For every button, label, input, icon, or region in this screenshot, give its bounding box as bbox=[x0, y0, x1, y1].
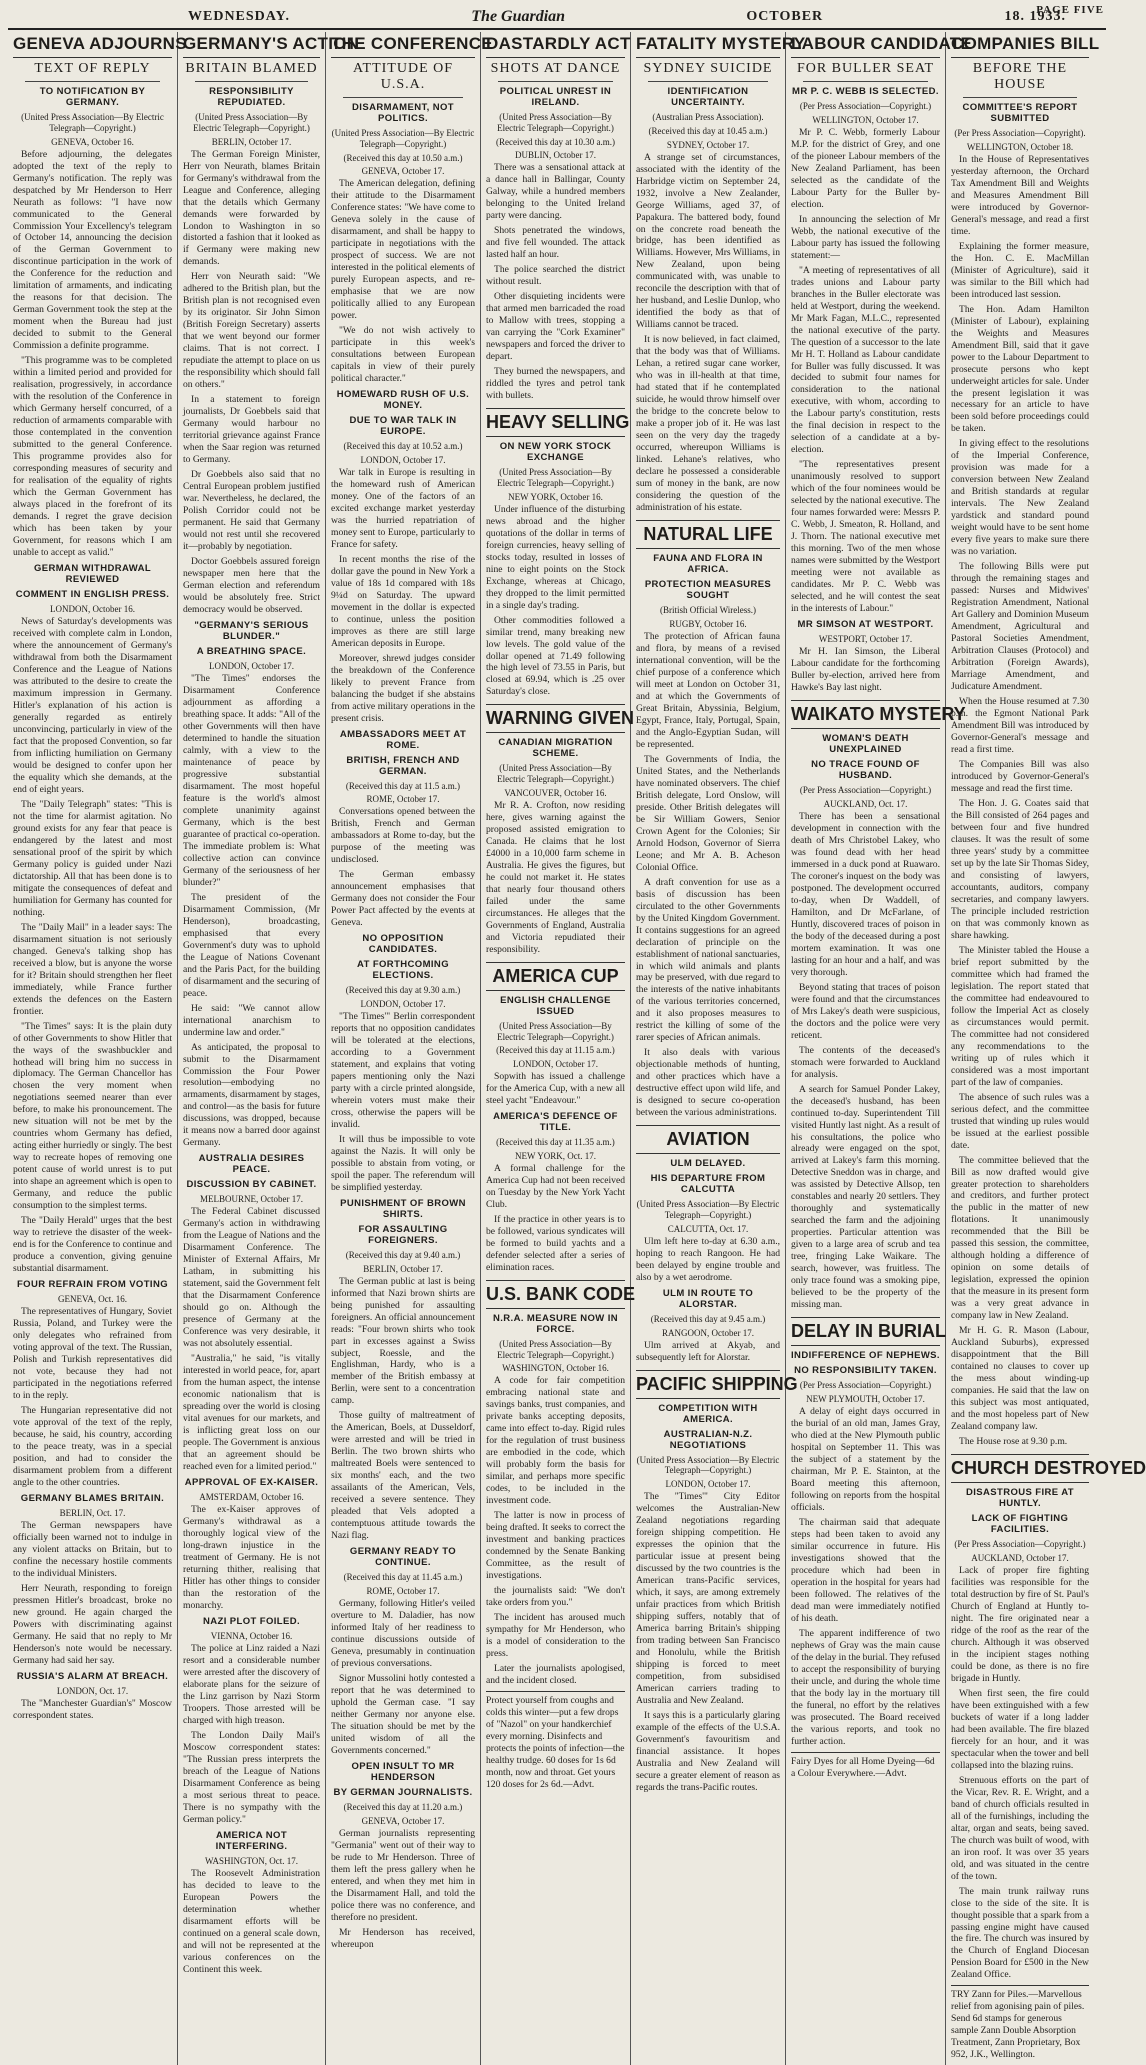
paragraph: Other commodities followed a similar trend, many breaking new low levels. The gold value of the dollar opened at 71.49 following the high level of 73.55 in Paris, but closed at 69.94, which is .25 over Saturday's close. bbox=[486, 614, 625, 698]
section-subheading: N.R.A. MEASURE NOW IN FORCE. bbox=[492, 1312, 619, 1335]
paragraph: Herr Neurath, responding to foreign pressmen Hitler's broadcast, broke no new ground. He again charged the Powers with discriminating against Germany. He said that no reply to Mr Henderson's note would be necessary. Germany had said her say. bbox=[13, 1582, 172, 1666]
dateline: LONDON, Oct. 17. bbox=[56, 1685, 129, 1696]
paragraph: The House rose at 9.30 p.m. bbox=[959, 1436, 1068, 1448]
paragraph: There was a sensational attack at a dance hall in Ballingar, County Galway, while a hundred members belonging to the United Ireland party were dancing. bbox=[486, 162, 625, 222]
dateline: BERLIN, October 17. bbox=[363, 1263, 443, 1274]
section-heading: HOMEWARD RUSH OF U.S. MONEY. bbox=[336, 389, 470, 412]
paragraph: the journalists said: "We don't take orders from you." bbox=[486, 1585, 625, 1609]
subheadline: ATTITUDE OF U.S.A. bbox=[352, 61, 454, 92]
masthead-paper-title: The Guardian bbox=[471, 8, 566, 25]
section-heading: APPROVAL OF EX-KAISER. bbox=[184, 1477, 319, 1489]
divider bbox=[803, 81, 928, 82]
credit-line: (United Press Association—By Electric Telegraph—Copyright.) bbox=[21, 112, 164, 133]
section-heading: FOUR REFRAIN FROM VOTING bbox=[16, 1279, 169, 1291]
headline: THE CONFERENCE bbox=[331, 34, 475, 58]
paragraph: The latter is now in process of being drafted. It seeks to correct the investment and banking practices condemned by the Senate Banking Committee, as the result of investigations. bbox=[486, 1510, 625, 1582]
paragraph: Doctor Goebbels assured foreign newspaper men here that the German election and referendum would be absolutely free. Strict democracy would be observed. bbox=[183, 556, 320, 616]
paragraph: The German newspapers have officially been warned not to indulge in any violent attacks on Britain, but to confine the necessary hostile comments to the individual Ministers. bbox=[13, 1519, 172, 1579]
dateline: AMSTERDAM, October 16. bbox=[199, 1492, 304, 1503]
paragraph: News of Saturday's developments was received with complete calm in London, where the announcement of Germany's withdrawal from both the Disarmament Conference and the League of Nations was attributed to the desire to create the maximum impression in Germany. Hitler's explanation of his action is generally regarded as entirely unconvincing, particularly in view of the fact that the proposed Convention, so far from inflicting humiliation on Germany would be designed to confer upon her the equality which she demands, at the end of eight years. bbox=[13, 616, 172, 795]
dateline: GENEVA, October 17. bbox=[361, 1815, 445, 1826]
paragraph: "The Times" says: It is the plain duty of other Governments to show Hitler that the ways of the swashbuckler and hothead will bring him no success in diplomacy. The German Chancellor has chosen the very moment when negotiations seemed nearer than ever before, to make his pronouncement. The new situation will not be met by the countries whom Germany has defied, acting either hurriedly or singly. The best way to recreate hopes of removing one potent cause of world unrest is to put into shape an agreement which is open to Germany, and reduce the public consumption to the simplest terms. bbox=[13, 1020, 172, 1212]
section-heading: "GERMANY'S SERIOUS BLUNDER." bbox=[194, 620, 309, 642]
kicker: IDENTIFICATION UNCERTAINTY. bbox=[667, 86, 749, 108]
dateline: BERLIN, Oct. 17. bbox=[59, 1507, 126, 1518]
paragraph: The Hungarian representative did not vote approval of the text of the reply, because, he said, his country, according to the peace treaty, was in a special position, and had to consider the disarmament problem from a different angle to the other countries. bbox=[13, 1405, 172, 1488]
paragraph: The German embassy announcement emphasises that Germany does not consider the Four Power Pact affected by the events at Geneva. bbox=[331, 869, 475, 929]
headline: DASTARDLY ACT bbox=[486, 34, 625, 58]
paragraph: The chairman said that adequate steps had been taken to avoid any similar occurrence in future. His investigations showed that the procedure which had been in operation in the hospital for years had been followed. The relatives of the dead man were immediately notified of his death. bbox=[791, 1516, 940, 1624]
divider bbox=[25, 81, 160, 82]
paragraph: War talk in Europe is resulting in the homeward rush of American money. One of the factors of an excited exchange market yesterday was the hurried repatriation of money sent to Europe, particularly to France for safety. bbox=[331, 466, 475, 550]
column-germanys-action bbox=[178, 32, 360, 2065]
advertisement: Protect yourself from coughs and colds this winter—put a few drops of "Nazol" on your handkerchief every morning. Disinfects and protects the points of infection—the healthy trudge. 60 doses for 1s 6d month, now and throat. Get yours 120 doses for 2s 6d.—Advt. bbox=[486, 1691, 625, 1791]
paragraph: The police searched the district without result. bbox=[486, 264, 625, 288]
paragraph: In announcing the selection of Mr Webb, the national executive of the Labour party has issued the following statement:— bbox=[791, 213, 940, 261]
section-subheading: AT FORTHCOMING ELECTIONS. bbox=[357, 959, 449, 982]
section-headline: CHURCH DESTROYED bbox=[951, 1454, 1089, 1483]
paragraph: "This programme was to be completed within a limited period and provided for realisation, progressively, in accordance with the resolution of the Conference in which Germany herself concurred, of a reduction of armaments comparable with those contemplated in the convention submitted to the general Conference. This programme provides also for corresponding measures of security and for realisation of the equality of rights which the German Government has always placed in the forefront of its demands. I regret the grave decision which has been taken by your Government, for reasons which I am unable to accept as valid." bbox=[13, 355, 172, 559]
section-subheading: DUE TO WAR TALK IN EUROPE. bbox=[349, 415, 457, 438]
paragraph: Shots penetrated the windows, and five fell wounded. The attack lasted half an hour. bbox=[486, 225, 625, 261]
dateline: DUBLIN, October 17. bbox=[515, 150, 596, 161]
section-subheading: COMMENT IN ENGLISH PRESS. bbox=[15, 589, 170, 601]
divider bbox=[343, 97, 463, 98]
column-companies-bill bbox=[946, 32, 1146, 2065]
divider bbox=[498, 81, 613, 82]
section-headline: NATURAL LIFE bbox=[636, 520, 780, 549]
kicker: MR P. C. WEBB IS SELECTED. bbox=[792, 86, 939, 97]
paragraph: The Companies Bill was also introduced by Governor-General's message and read the first time. bbox=[951, 759, 1089, 794]
section-heading: GERMAN WITHDRAWAL REVIEWED bbox=[33, 563, 152, 586]
masthead bbox=[8, 6, 1106, 30]
paragraph: The following Bills were put through the remaining stages and passed: Nurses and Midwives' Registration Amendment, National Art Gallery and Dominion Museum Amendment, Agricultural and Pastoral Societies Amendment, Arbitration Clauses (Protocol) and Arbitration (Foreign Awards), Marriage Amendment, and Judicature Amendment. bbox=[951, 561, 1089, 693]
dateline: LONDON, October 17. bbox=[513, 1059, 598, 1070]
section-heading: MR SIMSON AT WESTPORT. bbox=[797, 619, 934, 631]
paragraph: The "Daily Telegraph" states: "This is not the time for alarmist agitation. No ground exists for any fear that peace is endangered by the latest and most sensational proof of the spirit by which Germany policy is guided under Nazi dictatorship. All that has been done is to mitigate the consequences of defeat and humiliation for Germany has counted for nothing. bbox=[13, 798, 172, 918]
paragraph: The main trunk railway runs close to the side of the site. It is thought possible that a spark from a passing engine might have caused the fire. The church was insured by the Church of England Diocesan Pension Board for £500 in the New Zealand Office. bbox=[951, 1885, 1089, 1981]
paragraph: A strange set of circumstances, associated with the identity of the Harbridge victim on September 24, 1932, involve a New Zealander, George Williams, aged 37, of Papakura. The battered body, found on the concrete road beneath the bridge, has been identified as Williams. However, Mrs Williams, in New Zealand, upon being communicated with, was unable to reconcile the description with that of her husband, and Leslie Dunlop, who identified the body as that of Williams cannot be traced. bbox=[636, 151, 780, 331]
advertisement: TRY Zann for Piles.—Marvellous relief from agonising pain of piles. Send 6d stamps for generous sample Zann Double Absorption Treatment, Zann Proprietary, Box 952, J.K., Wellington. bbox=[951, 1985, 1089, 2061]
paragraph: The committee believed that the Bill as now drafted would give greater protection to shareholders and creditors, and further protect the public in the matter of new flotations. It unanimously recommended that the Bill be passed this session, the committee, although holding a difference of opinion on some details of legislation, expressed the opinion that the measure in its present form was a very great advance in company law in New Zealand. bbox=[951, 1154, 1089, 1322]
kicker: DISARMAMENT, NOT POLITICS. bbox=[352, 102, 454, 124]
paragraph: German journalists representing "Germania" went out of their way to be rude to Mr Henderson. Three of them left the press gallery when he entered, and when they met him in the Disarmament Hall, and told the police there was no conference, and therefore no president. bbox=[331, 1827, 475, 1923]
masthead-day: WEDNESDAY. bbox=[188, 9, 290, 24]
masthead-date: 18. 1933. bbox=[1004, 9, 1066, 24]
paragraph: Later the journalists apologised, and the incident closed. bbox=[486, 1663, 625, 1687]
dateline: AUCKLAND, Oct. 17. bbox=[823, 798, 908, 809]
paragraph: "We do not wish actively to participate in this week's consultations between European capitals in view of their purely political character." bbox=[331, 325, 475, 385]
paragraph: The Governments of India, the United States, and the Netherlands have nominated observers. The chief British delegate, Lord Onslow, will preside. Other British delegates will be Sir William Gowers, Senior Crown Agent for the Colonies; Sir Arnold Hodson, Governor of Sierra Leone; and Mr A. B. Acheson Colonial Office. bbox=[636, 753, 780, 873]
kicker: COMMITTEE'S REPORT SUBMITTED bbox=[962, 102, 1078, 124]
section-subheading: AUSTRALIAN-N.Z. NEGOTIATIONS bbox=[663, 1428, 753, 1451]
dateline: LONDON, October 17. bbox=[209, 661, 294, 671]
paragraph: Other disquieting incidents were that armed men barricaded the road to Mallow with trees, stopping a van carrying the "Cork Examiner" newspapers and forced the driver to depart. bbox=[486, 291, 625, 363]
section-subheading: INDIFFERENCE OF NEPHEWS. bbox=[791, 1350, 940, 1362]
headline: FATALITY MYSTERY bbox=[636, 34, 780, 58]
paragraph: The president of the Disarmament Commission, (Mr Henderson), broadcasting, emphasised that every Government's duty was to uphold the League of Nations Covenant and the Paris Pact, for the building of disarmament and the securing of peace. bbox=[183, 891, 320, 999]
paragraph: The contents of the deceased's stomach were forwarded to Auckland for analysis. bbox=[791, 1044, 940, 1080]
section-subheading: LACK OF FIGHTING FACILITIES. bbox=[971, 1513, 1069, 1536]
section-heading: AUSTRALIA DESIRES PEACE. bbox=[198, 1153, 305, 1176]
paragraph: The American delegation, defining their attitude to the Disarmament Conference states: "We have come to Geneva solely in the cause of disarmament, and shall be happy to participate in negotiations with the prospect of success. We are not interested in the political elements of purely European aspects, and re-emphasise that we are now politically allied to any European power. bbox=[331, 178, 475, 322]
paragraph: The absence of such rules was a serious defect, and the committee trusted that winding up rules would be issued at the earliest possible date. bbox=[951, 1091, 1089, 1151]
section-heading: GERMANY BLAMES BRITAIN. bbox=[20, 1492, 165, 1504]
paragraph: Moreover, shrewd judges consider the breakdown of the Conference likely to prevent France from balancing the budget if she abstains from active military operations in the present crisis. bbox=[331, 652, 475, 724]
paragraph: In recent months the rise of the dollar gave the pound in New York a value of 18s 1d compared with 18s 9¼d on Saturday. The upward movement in the dollar is expected to continue, unless the position improves as there are still large American deposits in Europe. bbox=[331, 553, 475, 649]
dateline: NEW PLYMOUTH, October 17. bbox=[806, 1394, 925, 1405]
paragraph: The police at Linz raided a Nazi resort and a considerable number were arrested after the discovery of elaborate plans for the seizure of the Linz garrison by Nazi Storm Troopers. Those arrested will be charged with high treason. bbox=[183, 1642, 320, 1726]
paragraph: The German Foreign Minister, Herr von Neurath, blames Britain for Germany's withdrawal from the League and Conference, alleging that the details which Germany demands were forwarded by London to Washington in so distorted a fashion that it looked as if Germany were making new demands. bbox=[183, 148, 320, 268]
received-line: (Received this day at 9.45 a.m.) bbox=[650, 1313, 766, 1324]
paragraph: The "Times'" City Editor welcomes the Australian-New Zealand negotiations regarding foreign shipping competition. He expresses the opinion that the particular issue at present being discussed by the two countries is the American trans-Pacific services, which, it says, are among extremely unfair practices from which British shipping suffers, notably that of America barring Britain's shipping from trading between San Francisco and Honolulu, while the British shipping is forced to meet competition, from subsidised American carriers trading to Australia and New Zealand. bbox=[636, 1491, 780, 1706]
paragraph: When the House resumed at 7.30 p.m. the Egmont National Park Amendment Bill was introduced by Governor-General's message and read a first time. bbox=[951, 696, 1089, 756]
dateline: LONDON, October 16. bbox=[50, 604, 135, 615]
subheadline: BRITAIN BLAMED bbox=[185, 61, 318, 76]
paragraph: In giving effect to the resolutions of the Imperial Conference, provision was made for a conversion between New Zealand and British standards at regular intervals. The New Zealand yardstick and standard pound weight would have to be sent home every five years to make sure there was no variation. bbox=[951, 438, 1089, 558]
section-subheading: WOMAN'S DEATH UNEXPLAINED bbox=[822, 733, 909, 756]
paragraph: Under influence of the disturbing news abroad and the higher quotations of the dollar in terms of foreign currencies, heavy selling of stocks today, resulted in losses of nine to eight points on the Stock Exchange, whereas at Chicago, they dropped to the limit permitted in a single day's trading. bbox=[486, 503, 625, 611]
dateline: NEW YORK, October 16. bbox=[508, 491, 603, 502]
received-line: (Received this day at 11.15 a.m.) bbox=[496, 1045, 615, 1056]
dateline: LONDON, October 17. bbox=[360, 999, 446, 1010]
section-subheading: DISCUSSION BY CABINET. bbox=[186, 1179, 317, 1191]
section-headline: AVIATION bbox=[636, 1125, 780, 1154]
section-subheading: ULM DELAYED. bbox=[670, 1158, 746, 1170]
paragraph: Germany, following Hitler's veiled overture to M. Daladier, has now informed Italy of her readiness to continue discussions outside of Geneva, presumably in continuation of previous conversations. bbox=[331, 1598, 475, 1669]
subheadline: SHOTS AT DANCE bbox=[490, 61, 621, 76]
section-headline: WAIKATO MYSTERY bbox=[791, 700, 940, 729]
paragraph: Sopwith has issued a challenge for the America Cup, with a new all steel yacht "Endeavour." bbox=[486, 1071, 625, 1107]
paragraph: In a statement to foreign journalists, Dr Goebbels said that Germany would harbour no territorial grievance against France when the Saar region was returned to Germany. bbox=[183, 394, 320, 466]
paragraph: Herr von Neurath said: "We adhered to the British plan, but the British plan is not recognised even by its originator. Sir John Simon (British Foreign Secretary) asserts that we went beyond our former claims. That is not correct. I repudiate the attempt to place on us the responsibility which should fall on others." bbox=[183, 271, 320, 391]
received-line: (Received this day at 11.20 a.m.) bbox=[343, 1801, 463, 1812]
credit-line: (Australian Press Association). bbox=[652, 112, 764, 122]
paragraph: Mr R. A. Crofton, now residing here, gives warning against the proposed assisted emigration to Canada. He claims that he lost £4000 in a 10,000 farm scheme in Australia. He gives the figures, but he could not market it. He states that nearly four thousand others failed under the same circumstances. He alleges that the Governments of England, Australia and Victoria repudiated their responsibility. bbox=[486, 800, 625, 955]
paragraph: A code for fair competition embracing national state and savings banks, trust companies, and private banks accepting deposits, came into effect to-day. Rigid rules for the regulation of trust business are embodied in the code, which will probably form the basis for similar, and perhaps more specific codes, to be included in the investment code. bbox=[486, 1375, 625, 1507]
section-headline: U.S. BANK CODE bbox=[486, 1280, 625, 1309]
paragraph: "The representatives present unanimously resolved to support which of the four nominees would be selected by the national executive. The four names forwarded were: Messrs P. C. Webb, J. Smeaton, R. Holland, and J. Thorn. The national executive met this morning. Two of the men whose names were submitted by the Westport meeting were not available as candidates. Mr P. C. Webb was selected, and he will contest the seat in the interests of Labour." bbox=[791, 459, 940, 615]
section-subheading: CANADIAN MIGRATION SCHEME. bbox=[498, 737, 613, 760]
received-line: (Received this day at 10.50 a.m.) bbox=[343, 152, 463, 163]
section-heading: RUSSIA'S ALARM AT BREACH. bbox=[16, 1670, 169, 1682]
credit-line: (United Press Association—By Electric Telegraph—Copyright.) bbox=[497, 112, 614, 133]
dateline: NEW YORK, Oct. 17. bbox=[515, 1150, 596, 1161]
credit-line: (United Press Association—By Electric Telegraph—Copyright.) bbox=[497, 1338, 614, 1360]
paragraph: A search for Samuel Ponder Lakey, the deceased's husband, has been continued to-day. Superintendent Till visited Huntly last night. As a result of his consultations, the police who already were engaged on the spot, arrived at Lakey's farm this morning. Detective Sneddon was in charge, and was assisted by Detective Allsop, ten constables and nearly 20 settlers. They thoroughly and systematically searched the farm and the adjoining properties. Particular attention was given to a large area of scrub and tea tree, fringing Lake Waikare. The search, however, was fruitless. The only trace found was a smoking pipe, believed to be the property of the missing man. bbox=[791, 1083, 940, 1311]
received-line: (Received this day at 10.30 a.m.) bbox=[496, 136, 615, 147]
headline: GERMANY'S ACTION bbox=[183, 34, 320, 58]
paragraph: As anticipated, the proposal to submit to the Disarmament Commission the Four Power resolution—embodying no armaments, disarmament by stages, and control—as the basis for future discussions, was dropped, because it means now a barred door against Germany. bbox=[183, 1041, 320, 1149]
paragraph: Ulm arrived at Akyab, and subsequently left for Alorstar. bbox=[636, 1339, 780, 1363]
paragraph: The incident has aroused much sympathy for Mr Henderson, who is a model of consideration to the press. bbox=[486, 1612, 625, 1660]
paragraph: The apparent indifference of two nephews of Gray was the main cause of the delay in the burial. They refused to accept the responsibility of burying their uncle, and during the whole time that the body lay in the mortuary till the funeral, no effort by the relatives was prosecuted. The Board received the various reports, and took no further action. bbox=[791, 1627, 941, 1747]
paragraph: Strenuous efforts on the part of the Vicar, Rev. R. E. Wright, and a band of church officials resulted in all of the furnishings, including the altar, organ and seats, being saved. The church was built of wood, with an iron roof. It was over 35 years old, and was situated in the centre of the town. bbox=[951, 1774, 1089, 1882]
credit-line: (British Official Wireless.) bbox=[659, 605, 757, 616]
dateline: RUGBY, October 16. bbox=[669, 618, 747, 629]
section-subheading: A BREATHING SPACE. bbox=[196, 646, 307, 657]
paragraph: "The Times" endorses the Disarmament Conference adjournment as affording a breathing space. It adds: "All of the other Governments will then have determined to handle the situation calmly, with a view to the maintenance of peace by progressive substantial disarmament. The most hopeful feature is the world's almost complete unanimity against Germany, which is the best guarantee of practical co-operation. The immediate problem is: What collective action can convince Germany of the seriousness of her blunder?" bbox=[183, 673, 320, 888]
paragraph: The Hon. Adam Hamilton (Minister of Labour), explaining the Weights and Measures Amendment Bill, said that it gave power to the Labour Department to prosecute persons who kept underweight articles for sale. Under the present legislation it was necessary for an article to have been sold before proceedings could be taken. bbox=[951, 303, 1089, 435]
section-subheading: ON NEW YORK STOCK EXCHANGE bbox=[499, 441, 612, 464]
section-headline: WARNING GIVEN bbox=[486, 704, 625, 733]
paragraph: The Minister tabled the House a brief report submitted by the committee which had framed the legislation. The report stated that the committee had endeavoured to follow the Imperial Act as closely as circumstances would permit. The committee had not considered any recommendations to the writing up of rules which it considered was a most important part of the law of companies. bbox=[951, 944, 1089, 1088]
section-subheading: FOR ASSAULTING FOREIGNERS. bbox=[358, 1223, 448, 1246]
masthead-month: OCTOBER bbox=[746, 9, 824, 24]
section-heading: OPEN INSULT TO MR HENDERSON bbox=[351, 1760, 455, 1783]
paragraph: Explaining the former measure, the Hon. C. E. MacMillan (Minister of Agriculture), said it was similar to the Bill which had been introduced last session. bbox=[951, 240, 1089, 300]
paragraph: Those guilty of maltreatment of the American, Boels, at Dusseldorf, were arrested and will be tried in Berlin. The two brown shirts who maltreated Boels were sentenced to six months' each, and the two assailants of the American, Vels, received a severe sentence. They pleaded that Vels adopted a contemptuous attitude towards the Nazi flag. bbox=[331, 1410, 475, 1542]
paragraph: Mr H. G. R. Mason (Labour, Auckland Suburbs), expressed disappointment that the Bill contained no clauses to cover up the mess about winding-up companies. He said that the law on this subject was most antiquated, and the most hopeless part of New Zealand company law. bbox=[951, 1325, 1089, 1433]
paragraph: When first seen, the fire could have been extinguished with a few buckets of water if a long ladder had been available. The fire blazed fiercely for an hour, and it was spectacular when the tower and bell collapsed into the blazing ruins. bbox=[951, 1687, 1089, 1771]
headline: GENEVA ADJOURNS bbox=[13, 34, 172, 58]
received-line: (Received this day at 9.40 a.m.) bbox=[345, 1249, 461, 1260]
column-the-conference bbox=[326, 32, 493, 2065]
paragraph: The German public at last is being informed that Nazi brown shirts are being punished for assaulting foreigners. An official announcement reads: "Four brown shirts who took part in excesses against a Swiss subject, Roessle, and the Englishman, Hardy, who is a member of the British embassy at Berlin, were sent to a concentration camp. bbox=[331, 1275, 475, 1407]
section-headline: AMERICA CUP bbox=[486, 962, 625, 991]
credit-line: (United Press Association—By Electric Telegraph—Copyright.) bbox=[636, 1199, 780, 1221]
dateline: GENEVA, Oct. 16. bbox=[57, 1294, 128, 1305]
section-heading: NO OPPOSITION CANDIDATES. bbox=[362, 933, 444, 956]
received-line: (Received this day at 10.45 a.m.) bbox=[648, 125, 768, 136]
paragraph: In the House of Representatives yesterday afternoon, the Orchard Tax Amendment Bill and Weights and Measures Amendment Bill were introduced by Governor-General's message, and read a first time. bbox=[951, 153, 1089, 237]
dateline: GENEVA, October 16. bbox=[51, 136, 134, 147]
paragraph: Dr Goebbels also said that no Central European problem justified war. Nevertheless, he declared, the Polish Corridor could not be permanent. He said that Germany would not rest until she recovered it—probably by negotiation. bbox=[183, 469, 320, 553]
section-heading: GERMANY READY TO CONTINUE. bbox=[349, 1546, 457, 1569]
headline: LABOUR CANDIDATE bbox=[791, 34, 940, 58]
subheadline: BEFORE THE HOUSE bbox=[972, 61, 1068, 92]
paragraph: It is now believed, in fact claimed, that the body was that of Williams. Lehan, a retired sugar cane worker, who was in ill-health at that time, had stated that if he contemplated suicide, he would throw himself over the bridge to the concrete below to make a proper job of it. He was last seen on the very day the tragedy occurred, whereupon Williams is linked. Lehane's relatives, who declare he possessed a considerable sum of money in the bank, are now considering the question of the administration of his estate. bbox=[636, 334, 780, 514]
section-subheading: PROTECTION MEASURES SOUGHT bbox=[644, 579, 772, 602]
column-geneva-adjourns bbox=[8, 32, 187, 2065]
paragraph: A draft convention for use as a basis of discussion has been circulated to the other Governments by the United Kingdom Government. It contains suggestions for an agreed declaration of principle on the establishment of national sanctuaries, in which wild animals and plants may be preserved, with due regard to the interests of the native inhabitants of the various territories concerned, and it also proposes measures to restrict the killing of some of the rarer species of African animals. bbox=[636, 876, 780, 1044]
kicker: POLITICAL UNREST IN IRELAND. bbox=[499, 86, 612, 108]
dateline: AUCKLAND, October 17. bbox=[971, 1552, 1069, 1563]
dateline: WASHINGTON, October 16. bbox=[502, 1363, 609, 1374]
dateline: ROME, October 17. bbox=[366, 1586, 440, 1597]
paragraph: The representatives of Hungary, Soviet Russia, Poland, and Turkey were the only delegates who refrained from voting approval of the text. The Russian, Polish and Turkish representatives did not vote, because they had not participated in the negotiations referred to in the reply. bbox=[13, 1306, 172, 1402]
dateline: LONDON, October 17. bbox=[665, 1479, 751, 1490]
credit-line: (Per Press Association—Copyright). bbox=[954, 128, 1086, 138]
kicker: TO NOTIFICATION BY GERMANY. bbox=[39, 86, 146, 108]
paragraph: The Roosevelt Administration has decided to leave to the European Powers the determination whether disarmament efforts will be continued on a general scale down, and will not be represented at the various conferences on the Continent this week. bbox=[183, 1867, 320, 1975]
paragraph: The ex-Kaiser approves of Germany's withdrawal as a thoroughly logical view of the long-drawn injustice in the treatment of Germany. He is not returning thither, realising that Hitler has other things to consider than the restoration of the monarchy. bbox=[183, 1504, 320, 1611]
paragraph: The protection of African fauna and flora, by means of a revised international convention, will be the chief purpose of a conference which will meet at London on October 31, and at which the Governments of Great Britain, Abyssinia, Belgium, Egypt, France, Italy, Portugal, Spain, and the Anglo-Egyptian Sudan, will be represented. bbox=[636, 630, 780, 750]
dateline: WESTPORT, October 17. bbox=[818, 634, 913, 645]
paragraph: Mr Henderson has received, whereupon bbox=[331, 1926, 475, 1950]
column-dastardly-act bbox=[481, 32, 636, 2065]
column-labour-candidate bbox=[786, 32, 973, 2065]
dateline: VIENNA, October 16. bbox=[210, 1630, 293, 1641]
paragraph: The "Daily Herald" urges that the best way to retrieve the disaster of the week-end is for the Conference to continue and produce a convention, giving genuine substantial disarmament. bbox=[13, 1215, 172, 1275]
section-subheading: DISASTROUS FIRE AT HUNTLY. bbox=[965, 1487, 1074, 1510]
dateline: WASHINGTON, Oct. 17. bbox=[204, 1855, 299, 1866]
dateline: GENEVA, October 17. bbox=[361, 166, 445, 177]
received-line: (Received this day at 11.45 a.m.) bbox=[343, 1572, 463, 1583]
credit-line: (United Press Association—By Electric Telegraph—Copyright.) bbox=[331, 128, 475, 149]
section-heading: ULM IN ROUTE TO ALORSTAR. bbox=[662, 1287, 754, 1310]
paragraph: A delay of eight days occurred in the burial of an old man, James Gray, who died at the New Plymouth public hospital on September 11. This was the subject of a statement by the chairman, Mr P. E. Stainton, at the Board meeting this afternoon, following on reports from the hospital officials. bbox=[791, 1406, 940, 1513]
section-headline: HEAVY SELLING bbox=[486, 408, 625, 437]
subheadline: TEXT OF REPLY bbox=[34, 61, 151, 76]
paragraph: "The Times'" Berlin correspondent reports that no opposition candidates will be tolerated at the elections, according to a Government statement, and explains that voting papers mentioning only the Nazi party with a circle printed alongside, wherein voters must make their cross, otherwise the papers will be invalid. bbox=[331, 1011, 475, 1130]
dateline: WELLINGTON, October 18. bbox=[966, 141, 1074, 152]
kicker: RESPONSIBILITY REPUDIATED. bbox=[209, 86, 294, 108]
paragraph: Mr H. Ian Simson, the Liberal Labour candidate for the forthcoming Buller by-election, arrived here from Hawke's Bay last night. bbox=[791, 646, 940, 694]
received-line: (Received this day at 10.52 a.m.) bbox=[343, 441, 463, 452]
paragraph: Mr P. C. Webb, formerly Labour M.P. for the district of Grey, and one of the pioneer Labour members of the New Zealand Parliament, has been selected as the candidate of the Labour Party for the Buller by-election. bbox=[791, 126, 940, 210]
advertisement: Fairy Dyes for all Home Dyeing—6d a Colour Everywhere.—Advt. bbox=[791, 1752, 940, 1780]
dateline: BERLIN, October 17. bbox=[211, 136, 292, 147]
paragraph: It will thus be impossible to vote against the Nazis. It will only be possible to abstain from voting, or spoil the paper. The referendum will be simplified yesterday. bbox=[331, 1133, 475, 1193]
credit-line: (Per Press Association—Copyright.) bbox=[799, 785, 932, 796]
paragraph: The "Manchester Guardian's" Moscow correspondent states. bbox=[13, 1697, 172, 1721]
divider bbox=[195, 81, 308, 82]
section-subheading: HIS DEPARTURE FROM CALCUTTA bbox=[650, 1173, 766, 1196]
paragraph: The Federal Cabinet discussed Germany's action in withdrawing from the League of Nations and the Disarmament Conference. The Minister of External Affairs, Mr Latham, in submitting his statement, said the Government felt that the Disarmament Conference should go on. Although the presence of Germany at the Conference was very desirable, it was not absolutely essential. bbox=[183, 1206, 320, 1350]
section-subheading: COMPETITION WITH AMERICA. bbox=[658, 1402, 758, 1425]
paragraph: Beyond stating that traces of poison were found and that the circumstances of Mrs Lakey's death were suspicious, the doctors and the police were very reticent. bbox=[791, 981, 940, 1041]
credit-line: (United Press Association—By Electric Telegraph—Copyright.) bbox=[497, 467, 614, 488]
masthead-page-number: PAGE FIVE bbox=[1036, 4, 1104, 16]
paragraph: "Australia," he said, "is vitally interested in world peace, for, apart from the human aspect, the intense economic nationalism that is spreading over the world is closing vital avenues for our markets, and is inflicting great loss on our people. The Government is anxious that an agreement should be reached even for a limited period." bbox=[183, 1353, 320, 1473]
dateline: MELBOURNE, October 17. bbox=[200, 1194, 303, 1205]
paragraph: There has been a sensational development in connection with the death of Mrs Christobel Lakey, who was found dead with her head immersed in a duck pond at Ruawaro. The coroner's inquest on the body was postponed. The development occurred to-day, when Dr Waddell, of Hamilton, and Dr McFarlane, of Huntly, discovered traces of poison in the body of the deceased during a post mortem examination. It was one lasting for an hour and a half, and was very thorough. bbox=[791, 810, 940, 978]
dateline: LONDON, October 17. bbox=[360, 454, 446, 465]
dateline: VANCOUVER, October 16. bbox=[504, 788, 607, 799]
credit-line: (United Press Association—By Electric Telegraph—Copyright.) bbox=[193, 112, 310, 133]
section-heading: AMERICA NOT INTERFERING. bbox=[215, 1829, 288, 1852]
section-heading: PUNISHMENT OF BROWN SHIRTS. bbox=[340, 1197, 466, 1220]
paragraph: Signor Mussolini hotly contested a report that he was determined to uphold the German case. "I say neither Germany nor anyone else. The situation should be met by the united wisdom of all the Governments concerned." bbox=[331, 1672, 475, 1756]
section-subheading: NO TRACE FOUND OF HUSBAND. bbox=[811, 759, 920, 782]
paragraph: It says this is a particularly glaring example of the effects of the U.S.A. Government's favouritism and financial assistance. It hopes Australia and New Zealand will secure a greater element of reason as regards the trans-Pacific routes. bbox=[636, 1709, 780, 1793]
dateline: CALCUTTA, Oct. 17. bbox=[667, 1223, 749, 1234]
dateline: WELLINGTON, October 17. bbox=[812, 114, 919, 125]
subheadline: FOR BULLER SEAT bbox=[796, 61, 935, 76]
section-heading: AMERICA'S DEFENCE OF TITLE. bbox=[493, 1111, 618, 1134]
dateline: ROME, October 17. bbox=[366, 794, 440, 805]
received-line: (Received this day at 11.5 a.m.) bbox=[345, 780, 461, 791]
credit-line: (Per Press Association—Copyright.) bbox=[799, 101, 932, 111]
section-subheading: NO RESPONSIBILITY TAKEN. bbox=[794, 1365, 937, 1377]
column-fatality-mystery bbox=[631, 32, 806, 2065]
divider bbox=[648, 81, 768, 82]
headline: COMPANIES BILL bbox=[951, 34, 1089, 58]
section-heading: AMBASSADORS MEET AT ROME. bbox=[339, 728, 467, 751]
subheadline: SYDNEY SUICIDE bbox=[643, 61, 773, 76]
section-subheading: FAUNA AND FLORA IN AFRICA. bbox=[653, 553, 763, 576]
paragraph: A formal challenge for the America Cup had not been received on Tuesday by the New York Yacht Club. bbox=[486, 1162, 625, 1210]
paragraph: The Hon. J. G. Coates said that the Bill consisted of 264 pages and between four and five hundred clauses. It was the result of some three years' study by a committee set up by the late Sir Thomas Sidey, and consisting of lawyers, accountants, auditors, company secretaries, and company lawyers. The principle included restriction on that was commonly known as share hawking. bbox=[951, 797, 1089, 941]
credit-line: (United Press Association—By Electric Telegraph—Copyright.) bbox=[497, 763, 614, 785]
columns bbox=[8, 32, 1146, 2061]
dateline: RANGOON, October 17. bbox=[662, 1327, 754, 1338]
section-subheading: ENGLISH CHALLENGE ISSUED bbox=[500, 994, 611, 1017]
paragraph: If the practice in other years is to be followed, various syndicates will be formed to build yachts and a defender selected after a series of elimination races. bbox=[486, 1213, 625, 1273]
paragraph: "A meeting of representatives of all trades unions and Labour party branches in the Buller electorate was held at Westport, during the weekend. Mr Mark Fagan, M.L.C., represented the national executive of the party. The question of a successor to the late Mr H. T. Holland as Labour candidate for Buller was fully discussed. It was decided to submit four names for consideration to the national executive, with whom, according to the Labour party's constitution, rests the final decision in respect to the selection of a candidate at a by-election. bbox=[791, 264, 940, 456]
received-line: (Received this day at 9.30 a.m.) bbox=[345, 985, 461, 996]
section-subheading: BY GERMAN JOURNALISTS. bbox=[333, 1786, 473, 1798]
credit-line: (Per Press Association—Copyright.) bbox=[954, 1539, 1086, 1550]
credit-line: (United Press Association—By Electric Telegraph—Copyright.) bbox=[497, 1020, 614, 1042]
paragraph: They burned the newspapers, and riddled the tyres and petrol tank with bullets. bbox=[486, 366, 625, 402]
paragraph: He said: "We cannot allow international anarchism to undermine law and order." bbox=[183, 1002, 320, 1038]
section-heading: NAZI PLOT FOILED. bbox=[202, 1615, 301, 1627]
paragraph: Conversations opened between the British, French and German ambassadors at Rome to-day, but the purpose of the meeting was undisclosed. bbox=[331, 806, 475, 866]
credit-line: (Per Press Association—Copyright.) bbox=[799, 1380, 932, 1391]
dateline: SYDNEY, October 17. bbox=[666, 139, 750, 150]
credit-line: (United Press Association—By Electric Telegraph—Copyright.) bbox=[636, 1454, 780, 1476]
section-headline: PACIFIC SHIPPING bbox=[636, 1370, 780, 1399]
paragraph: The "Daily Mail" in a leader says: The disarmament situation is not seriously changed. Geneva's talking shop has received a blow, but is anyone the worse for it? Britain should strengthen her fleet immediately, while France further extends the defences on the Eastern frontier. bbox=[13, 921, 172, 1017]
paragraph: Ulm left here to-day at 6.30 a.m., hoping to reach Rangoon. He had been delayed by engine trouble and also by a wet aerodrome. bbox=[636, 1235, 780, 1283]
paragraph: Before adjourning, the delegates adopted the text of the reply to Germany's notification. The reply was despatched by Mr Henderson to Herr Neurath as follows: "I have now communicated to the General Commission Your Excellency's telegram of October 14, announcing the decision of the German Government to discontinue participation in the work of the Conference for the reduction and limitation of armaments, and indicating the reasons for that decision. The German Government took the step at the moment when the Bureau had just decided to submit to the General Commission a definite programme. bbox=[13, 148, 172, 352]
paragraph: It also deals with various objectionable methods of hunting, and other practices which have a destructive effect upon wild life, and is designed to secure co-operation between the various administrations. bbox=[636, 1047, 780, 1119]
received-line: (Received this day at 11.35 a.m.) bbox=[496, 1137, 615, 1148]
section-headline: DELAY IN BURIAL bbox=[791, 1317, 940, 1346]
section-subheading: BRITISH, FRENCH AND GERMAN. bbox=[346, 754, 460, 777]
divider bbox=[963, 97, 1077, 98]
paragraph: Lack of proper fire fighting facilities was responsible for the total destruction by fire of St. Paul's Church of England at Huntly to-night. The fire originated near a ridge of the roof as the rear of the church. Although it was observed in the incipient stages nothing could be done, as there is no fire brigade in Huntly. bbox=[951, 1564, 1089, 1684]
paragraph: The London Daily Mail's Moscow correspondent states: "The Russian press interprets the breach of the League of Nations Disarmament Conference as being a most serious threat to peace. There is no sympathy with the German policy." bbox=[183, 1729, 320, 1825]
